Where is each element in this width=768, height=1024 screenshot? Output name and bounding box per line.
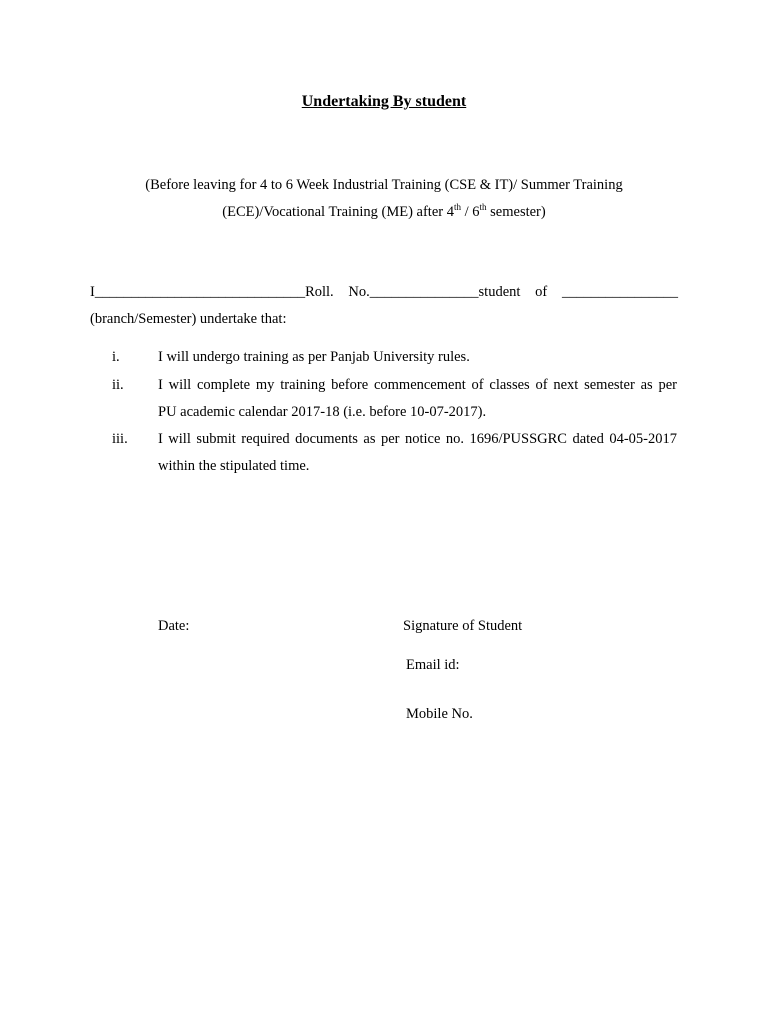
item-number: iii. xyxy=(112,431,128,447)
mobile-label: Mobile No. xyxy=(406,706,473,722)
item-text: I will complete my training before commencement of classes of next semester as per xyxy=(158,377,677,393)
item-number: ii. xyxy=(112,377,124,393)
item-text: I will undergo training as per Panjab University rules. xyxy=(158,349,470,365)
subtitle-line-1: (Before leaving for 4 to 6 Week Industrial Training (CSE & IT)/ Summer Training xyxy=(145,177,623,193)
item-number: i. xyxy=(112,349,120,365)
declaration-line-1: I_____________________________Roll. No._______________student of ________________ xyxy=(90,284,678,300)
signature-label: Signature of Student xyxy=(403,618,523,634)
page-title: Undertaking By student xyxy=(301,93,467,110)
item-text: PU academic calendar 2017-18 (i.e. before 10-07-2017). xyxy=(158,404,487,420)
item-text: within the stipulated time. xyxy=(158,458,310,474)
date-label: Date: xyxy=(158,618,190,634)
declaration-line-2: (branch/Semester) undertake that: xyxy=(90,311,287,327)
email-label: Email id: xyxy=(406,657,460,673)
item-text: I will submit required documents as per notice no. 1696/PUSSGRC dated 04-05-2017 xyxy=(158,431,677,447)
subtitle-line-2: (ECE)/Vocational Training (ME) after 4th / 6th semester) xyxy=(222,202,546,220)
